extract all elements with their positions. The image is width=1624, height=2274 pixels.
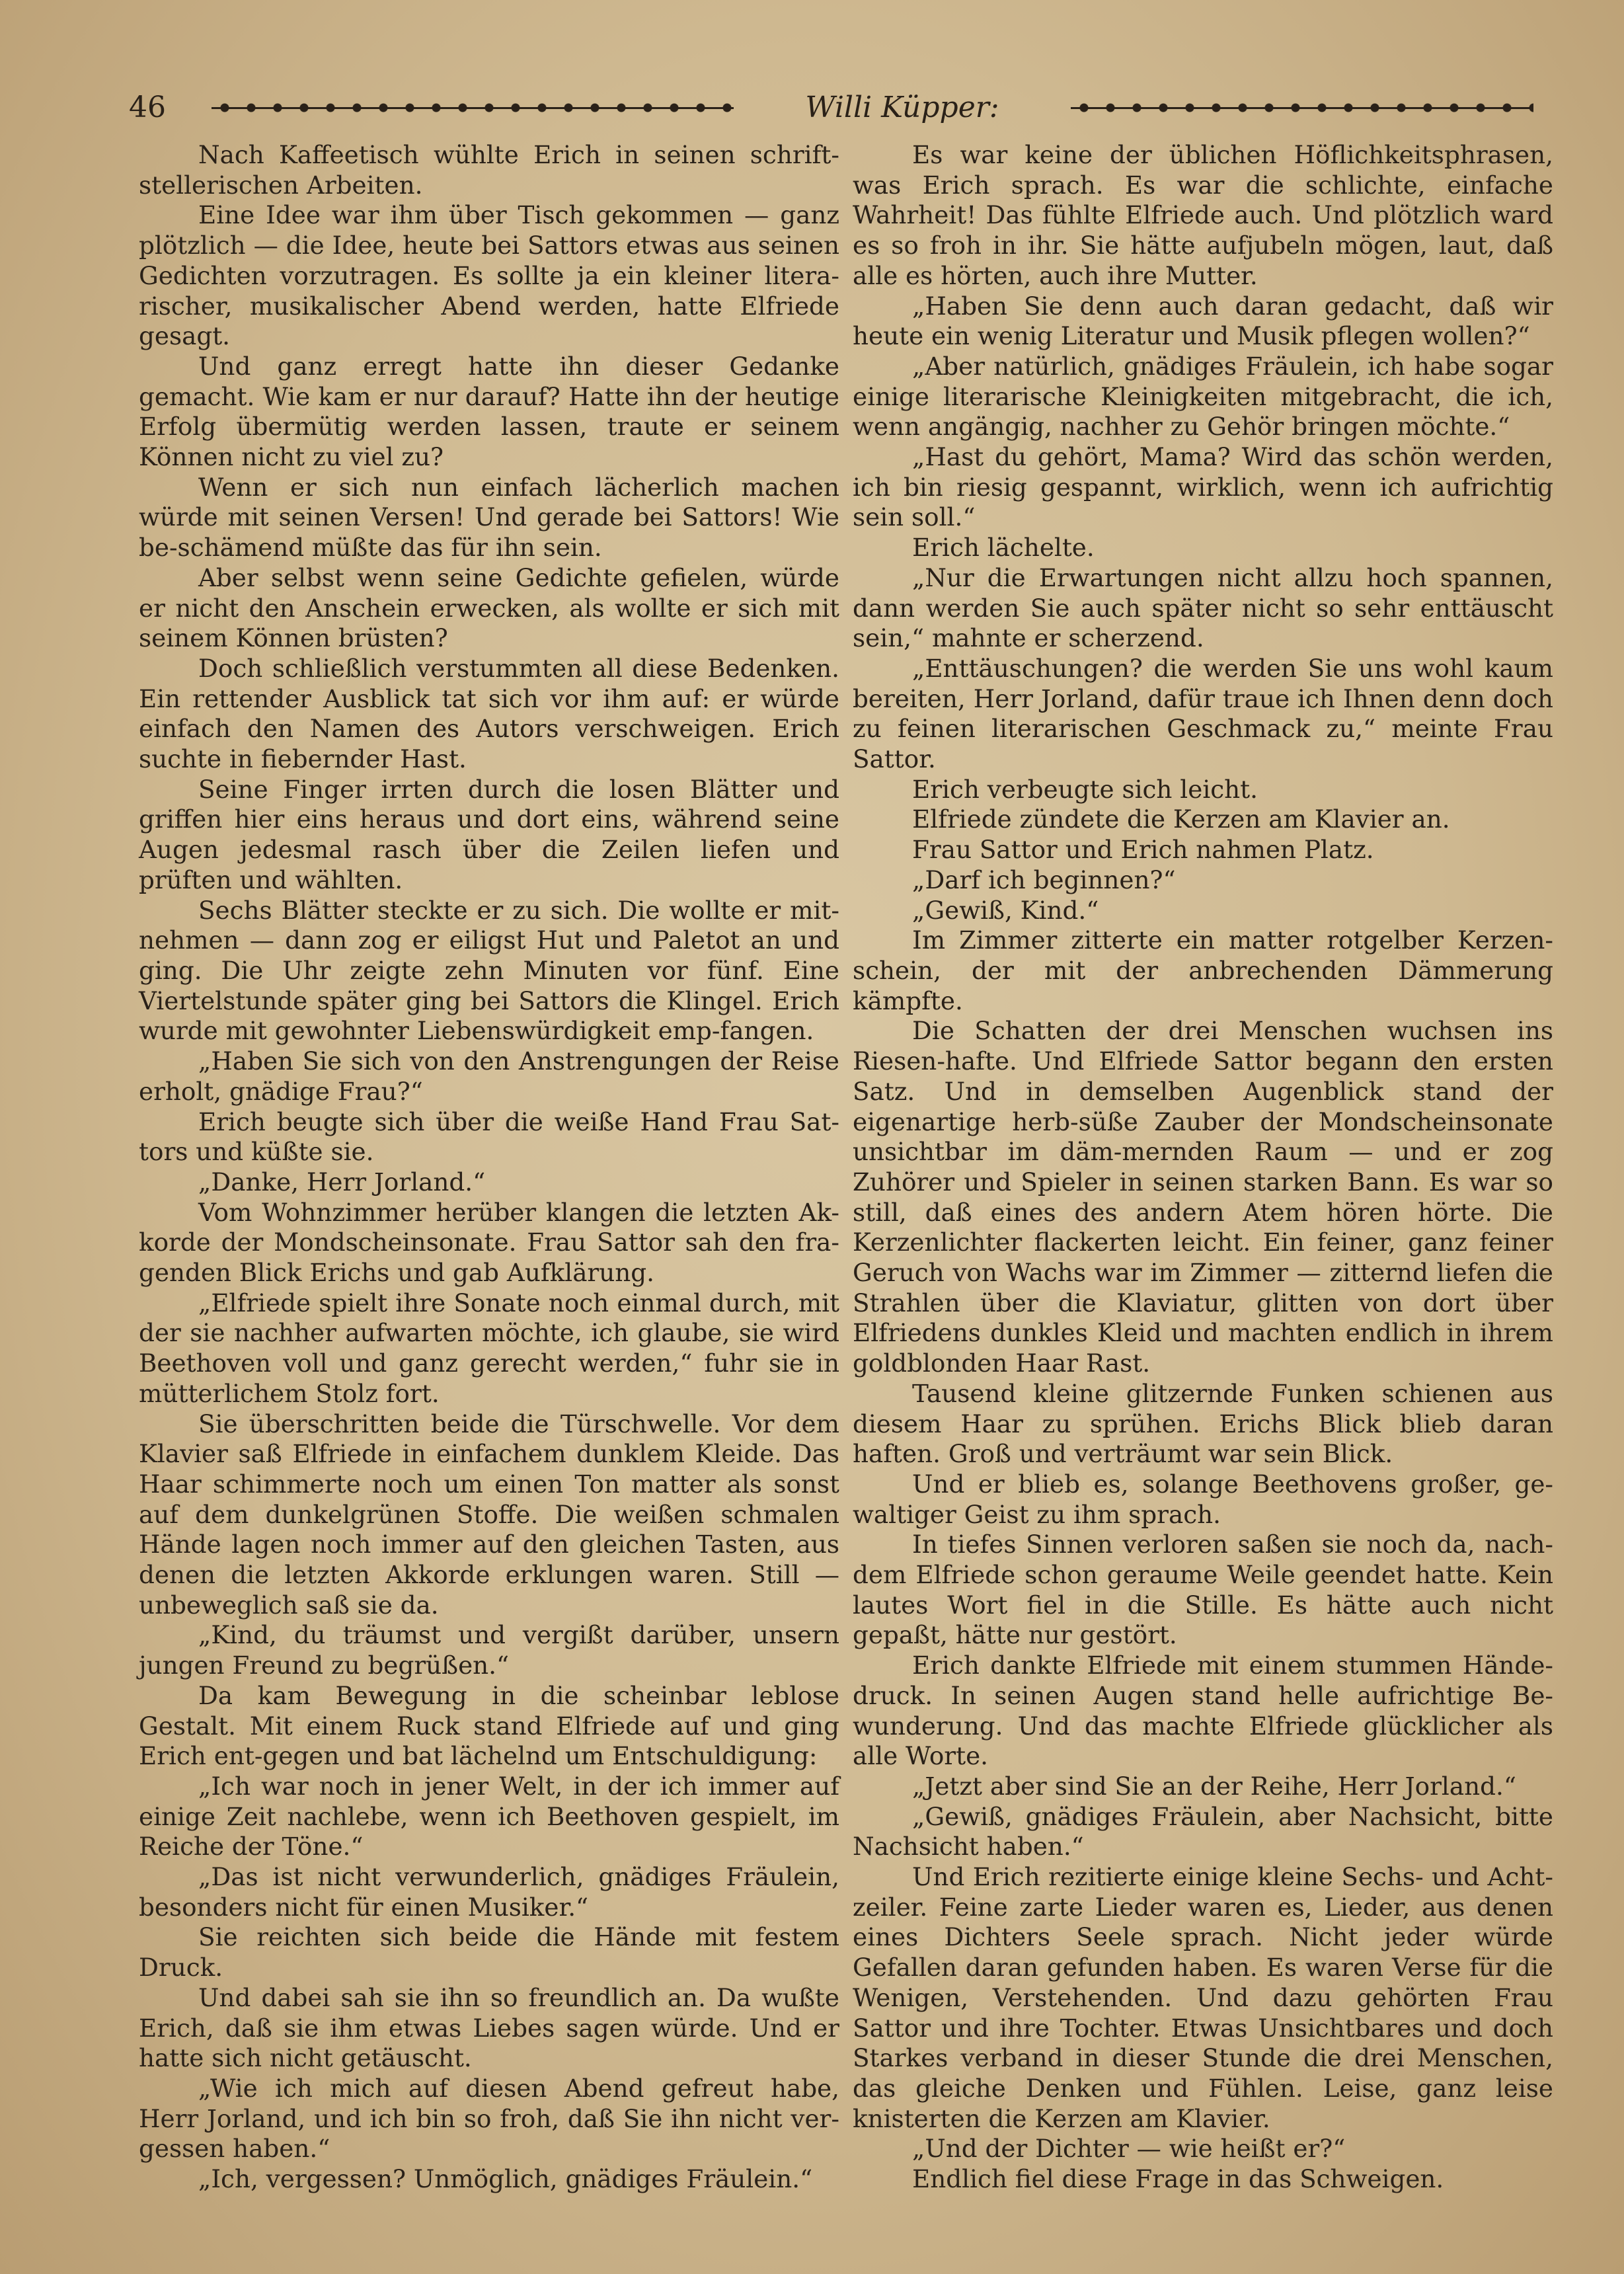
paragraph: „Gewiß, Kind.“ xyxy=(912,895,1099,925)
paragraph: „Wie ich mich auf diesen Abend gefreut habe, Herr Jorland, und ich bin so froh, daß Sie ihn nicht ver-gessen haben.“ xyxy=(139,2074,839,2164)
paragraph: Und ganz erregt hatte ihn dieser Gedanke gemacht. Wie kam er nur darauf? Hatte ihn der heutige Erfolg übermütig werden lassen, traute er seinem Können nicht zu viel zu? xyxy=(139,351,839,472)
paragraph: Erich verbeugte sich leicht. xyxy=(912,774,1258,804)
paragraph: Nach Kaffeetisch wühlte Erich in seinen schrift-stellerischen Arbeiten. xyxy=(139,140,839,200)
paragraph: Und Erich rezitierte einige kleine Sechs- und Acht-zeiler. Feine zarte Lieder waren es, Lieder, aus denen eines Dichters Seele sprach. Nicht jeder würde Gefallen daran gefunden haben. Es waren Verse für die Wenigen, Verstehenden. Und dazu gehörten Frau Sattor und ihre Tochter. Etwas Unsichtbares und doch Starkes verband in dieser Stunde die drei Menschen, das gleiche Denken und Fühlen. Leise, ganz leise knisterten die Kerzen am Klavier. xyxy=(853,1862,1553,2133)
paragraph: „Ich war noch in jener Welt, in der ich immer auf einige Zeit nachlebe, wenn ich Beethoven gespielt, im Reiche der Töne.“ xyxy=(139,1771,839,1862)
paragraph: Erich beugte sich über die weiße Hand Frau Sat-tors und küßte sie. xyxy=(139,1107,839,1167)
paragraph: „Das ist nicht verwunderlich, gnädiges Fräulein, besonders nicht für einen Musiker.“ xyxy=(139,1862,839,1922)
paragraph: „Haben Sie sich von den Anstrengungen der Reise erholt, gnädige Frau?“ xyxy=(139,1046,839,1106)
paragraph: „Und der Dichter — wie heißt er?“ xyxy=(912,2134,1346,2164)
paragraph: Sie überschritten beide die Türschwelle. Vor dem Klavier saß Elfriede in einfachem dunklem Kleide. Das Haar schimmerte noch um einen Ton matter als sonst auf dem dunkelgrünen Stoffe. Die weißen schmalen Hände lagen noch immer auf den gleichen Tasten, aus denen die letzten Akkorde erklungen waren. Still — unbeweglich saß sie da. xyxy=(139,1409,839,1620)
paragraph: Doch schließlich verstummten all diese Bedenken. Ein rettender Ausblick tat sich vor ihm auf: er würde einfach den Namen des Autors verschweigen. Erich suchte in fiebernder Hast. xyxy=(139,653,839,774)
paragraph: Endlich fiel diese Frage in das Schweigen. xyxy=(912,2164,1444,2194)
paragraph: „Darf ich beginnen?“ xyxy=(912,865,1176,894)
paragraph: Eine Idee war ihm über Tisch gekommen — ganz plötzlich — die Idee, heute bei Sattors etwas aus seinen Gedichten vorzutragen. Es sollte ja ein kleiner litera-rischer, musikalischer Abend werden, hatte Elfriede gesagt. xyxy=(139,200,839,351)
paragraph: Elfriede zündete die Kerzen am Klavier an. xyxy=(912,804,1450,834)
page-number: 46 xyxy=(129,91,166,124)
paragraph: „Elfriede spielt ihre Sonate noch einmal durch, mit der sie nachher aufwarten möchte, ich glaube, sie wird Beethoven voll und ganz gerecht werden,“ fuhr sie in mütterlichem Stolz fort. xyxy=(139,1288,839,1408)
paragraph: „Nur die Erwartungen nicht allzu hoch spannen, dann werden Sie auch später nicht so sehr enttäuscht sein,“ mahnte er scherzend. xyxy=(853,563,1553,653)
paragraph: Seine Finger irrten durch die losen Blätter und griffen hier eins heraus und dort eins, während seine Augen jedesmal rasch über die Zeilen liefen und prüften und wählten. xyxy=(139,774,839,894)
paragraph: Und dabei sah sie ihn so freundlich an. Da wußte Erich, daß sie ihm etwas Liebes sagen würde. Und er hatte sich nicht getäuscht. xyxy=(139,1982,839,2073)
text-column-right xyxy=(853,140,1553,2194)
running-header xyxy=(129,85,1537,131)
paragraph: „Hast du gehört, Mama? Wird das schön werden, ich bin riesig gespannt, wirklich, wenn ich aufrichtig sein soll.“ xyxy=(853,442,1553,532)
text-column-left xyxy=(139,140,839,2194)
paragraph: Sie reichten sich beide die Hände mit festem Druck. xyxy=(139,1922,839,1982)
scroll-ornament-left xyxy=(212,97,734,119)
paragraph: Tausend kleine glitzernde Funken schienen aus diesem Haar zu sprühen. Erichs Blick blieb daran haften. Groß und verträumt war sein Blick. xyxy=(853,1378,1553,1469)
paragraph: „Aber natürlich, gnädiges Fräulein, ich habe sogar einige literarische Kleinigkeiten mitgebracht, die ich, wenn angängig, nachher zu Gehör bringen möchte.“ xyxy=(853,351,1553,442)
paragraph: Und er blieb es, solange Beethovens großer, ge-waltiger Geist zu ihm sprach. xyxy=(853,1469,1553,1529)
paragraph: „Enttäuschungen? die werden Sie uns wohl kaum bereiten, Herr Jorland, dafür traue ich Ihnen denn doch zu feinen literarischen Geschmack zu,“ meinte Frau Sattor. xyxy=(853,653,1553,774)
paragraph: Vom Wohnzimmer herüber klangen die letzten Ak-korde der Mondscheinsonate. Frau Sattor sah den fra-genden Blick Erichs und gab Aufklärung. xyxy=(139,1197,839,1288)
paragraph: Erich dankte Elfriede mit einem stummen Hände-druck. In seinen Augen stand helle aufrichtige Be-wunderung. Und das machte Elfriede glücklicher als alle Worte. xyxy=(853,1651,1553,1771)
paragraph: Die Schatten der drei Menschen wuchsen ins Riesen-hafte. Und Elfriede Sattor begann den ersten Satz. Und in demselben Augenblick stand der eigenartige herb-süße Zauber der Mondscheinsonate unsichtbar im däm-mernden Raum — und er zog Zuhörer und Spieler in seinen starken Bann. Es war so still, daß eines des andern Atem hören hörte. Die Kerzenlichter flackerten leicht. Ein feiner, ganz feiner Geruch von Wachs war im Zimmer — zitternd liefen die Strahlen über die Klaviatur, glitten von dort über Elfriedens dunkles Kleid und machten endlich in ihrem goldblonden Haar Rast. xyxy=(853,1016,1553,1378)
paragraph: Im Zimmer zitterte ein matter rotgelber Kerzen-schein, der mit der anbrechenden Dämmerung kämpfte. xyxy=(853,925,1553,1015)
paragraph: „Ich, vergessen? Unmöglich, gnädiges Fräulein.“ xyxy=(198,2164,813,2194)
paragraph: In tiefes Sinnen verloren saßen sie noch da, nach-dem Elfriede schon geraume Weile geendet hatte. Kein lautes Wort fiel in die Stille. Es hätte auch nicht gepaßt, hätte nur gestört. xyxy=(853,1530,1553,1650)
scroll-ornament-right xyxy=(1071,97,1533,119)
paragraph: „Danke, Herr Jorland.“ xyxy=(198,1167,486,1196)
paragraph: Frau Sattor und Erich nahmen Platz. xyxy=(912,835,1374,865)
paragraph: Aber selbst wenn seine Gedichte gefielen, würde er nicht den Anschein erwecken, als wollte er sich mit seinem Können brüsten? xyxy=(139,563,839,653)
paragraph: Es war keine der üblichen Höflichkeitsphrasen, was Erich sprach. Es war die schlichte, einfache Wahrheit! Das fühlte Elfriede auch. Und plötzlich ward es so froh in ihr. Sie hätte aufjubeln mögen, laut, daß alle es hörten, auch ihre Mutter. xyxy=(853,140,1553,290)
paragraph: Sechs Blätter steckte er zu sich. Die wollte er mit-nehmen — dann zog er eiligst Hut und Paletot an und ging. Die Uhr zeigte zehn Minuten vor fünf. Eine Viertelstunde später ging bei Sattors die Klingel. Erich wurde mit gewohnter Liebenswürdigkeit emp-fangen. xyxy=(139,895,839,1046)
header-author: Willi Küpper: xyxy=(805,91,999,124)
paragraph: „Jetzt aber sind Sie an der Reihe, Herr Jorland.“ xyxy=(912,1771,1516,1801)
paragraph: „Kind, du träumst und vergißt darüber, unsern jungen Freund zu begrüßen.“ xyxy=(139,1620,839,1680)
paragraph: „Gewiß, gnädiges Fräulein, aber Nachsicht, bitte Nachsicht haben.“ xyxy=(853,1801,1553,1862)
paragraph: Erich lächelte. xyxy=(912,533,1095,563)
paragraph: „Haben Sie denn auch daran gedacht, daß wir heute ein wenig Literatur und Musik pflegen wollen?“ xyxy=(853,291,1553,351)
paragraph: Wenn er sich nun einfach lächerlich machen würde mit seinen Versen! Und gerade bei Sattors! Wie be-schämend müßte das für ihn sein. xyxy=(139,472,839,563)
paragraph: Da kam Bewegung in die scheinbar leblose Gestalt. Mit einem Ruck stand Elfriede auf und ging Erich ent-gegen und bat lächelnd um Entschuldigung: xyxy=(139,1680,839,1771)
